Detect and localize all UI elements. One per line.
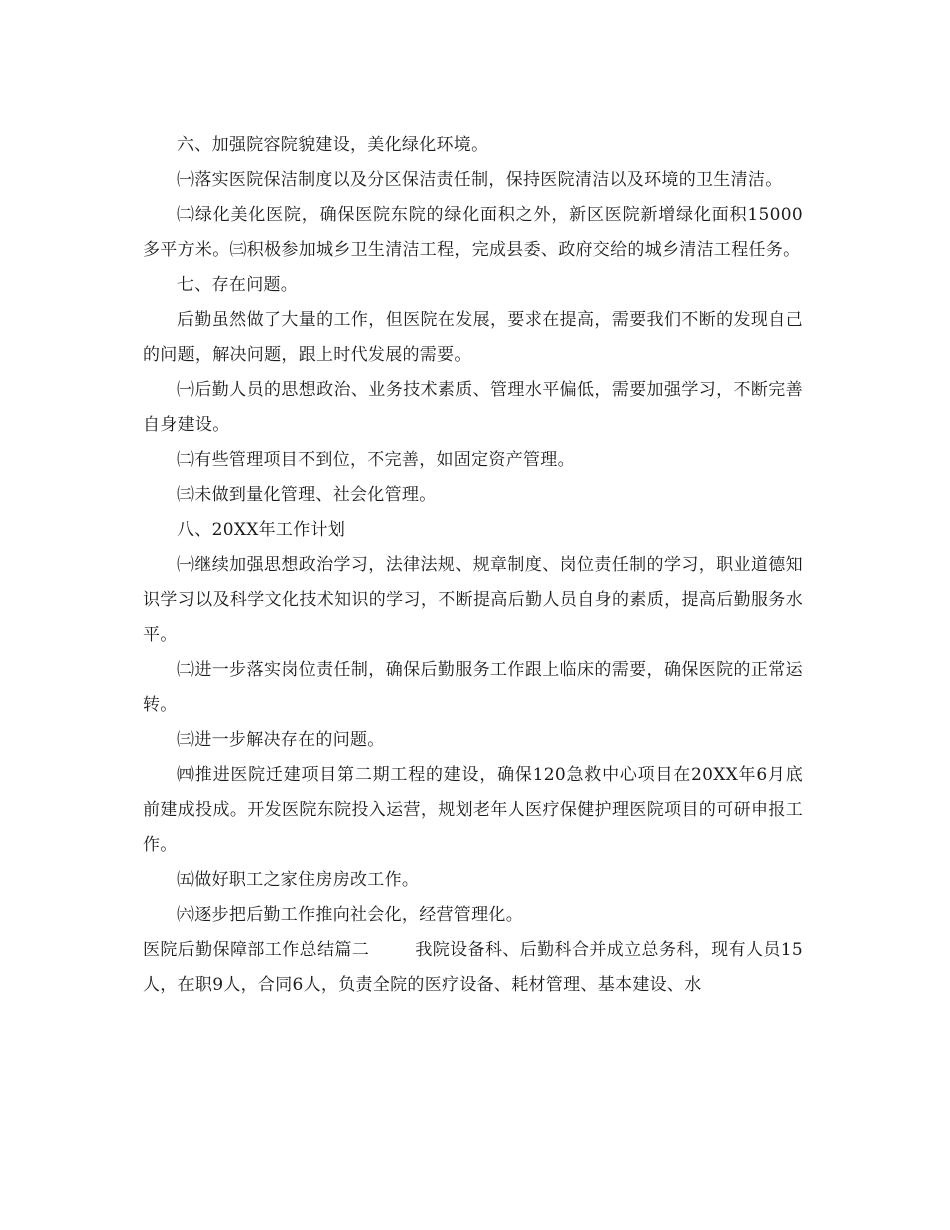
paragraph: ㈡有些管理项目不到位，不完善，如固定资产管理。 — [177, 450, 575, 470]
section-heading-7: 七、存在问题。 — [177, 275, 299, 295]
section-heading-8: 八、20XX年工作计划 — [177, 520, 346, 540]
paragraph: 后勤虽然做了大量的工作，但医院在发展，要求在提高，需要我们不断的发现自己的问题，解决问题，跟上时代发展的需要。 — [143, 310, 803, 365]
paragraph: ㈢未做到量化管理、社会化管理。 — [177, 485, 437, 505]
article-title: 医院后勤保障部工作总结篇二 — [143, 940, 370, 960]
paragraph: ㈣推进医院迁建项目第二期工程的建设，确保120急救中心项目在20XX年6月底前建成投成。开发医院东院投入运营，规划老年人医疗保健护理医院项目的可研申报工作。 — [143, 765, 803, 855]
document-body — [143, 128, 803, 1003]
paragraph: ㈢进一步解决存在的问题。 — [177, 730, 385, 750]
paragraph: ㈤做好职工之家住房房改工作。 — [177, 870, 420, 890]
paragraph: ㈠落实医院保洁制度以及分区保洁责任制，保持医院清洁以及环境的卫生清洁。 — [177, 170, 783, 190]
final-paragraph — [143, 933, 803, 1003]
article-body-text: 我院设备科、后勤科合并成立总务科，现有人员15人，在职9人，合同6人，负责全院的医疗设备、耗材管理、基本建设、水 — [143, 940, 804, 995]
paragraph: ㈠后勤人员的思想政治、业务技术素质、管理水平偏低，需要加强学习，不断完善自身建设。 — [143, 380, 803, 435]
paragraph: ㈡绿化美化医院，确保医院东院的绿化面积之外，新区医院新增绿化面积15000多平方米。㈢积极参加城乡卫生清洁工程，完成县委、政府交给的城乡清洁工程任务。 — [143, 205, 803, 260]
section-heading-6: 六、加强院容院貌建设，美化绿化环境。 — [177, 135, 489, 155]
paragraph: ㈡进一步落实岗位责任制，确保后勤服务工作跟上临床的需要，确保医院的正常运转。 — [143, 660, 803, 715]
paragraph: ㈠继续加强思想政治学习，法律法规、规章制度、岗位责任制的学习，职业道德知识学习以及科学文化技术知识的学习，不断提高后勤人员自身的素质，提高后勤服务水平。 — [143, 555, 803, 645]
paragraph: ㈥逐步把后勤工作推向社会化，经营管理化。 — [177, 905, 523, 925]
